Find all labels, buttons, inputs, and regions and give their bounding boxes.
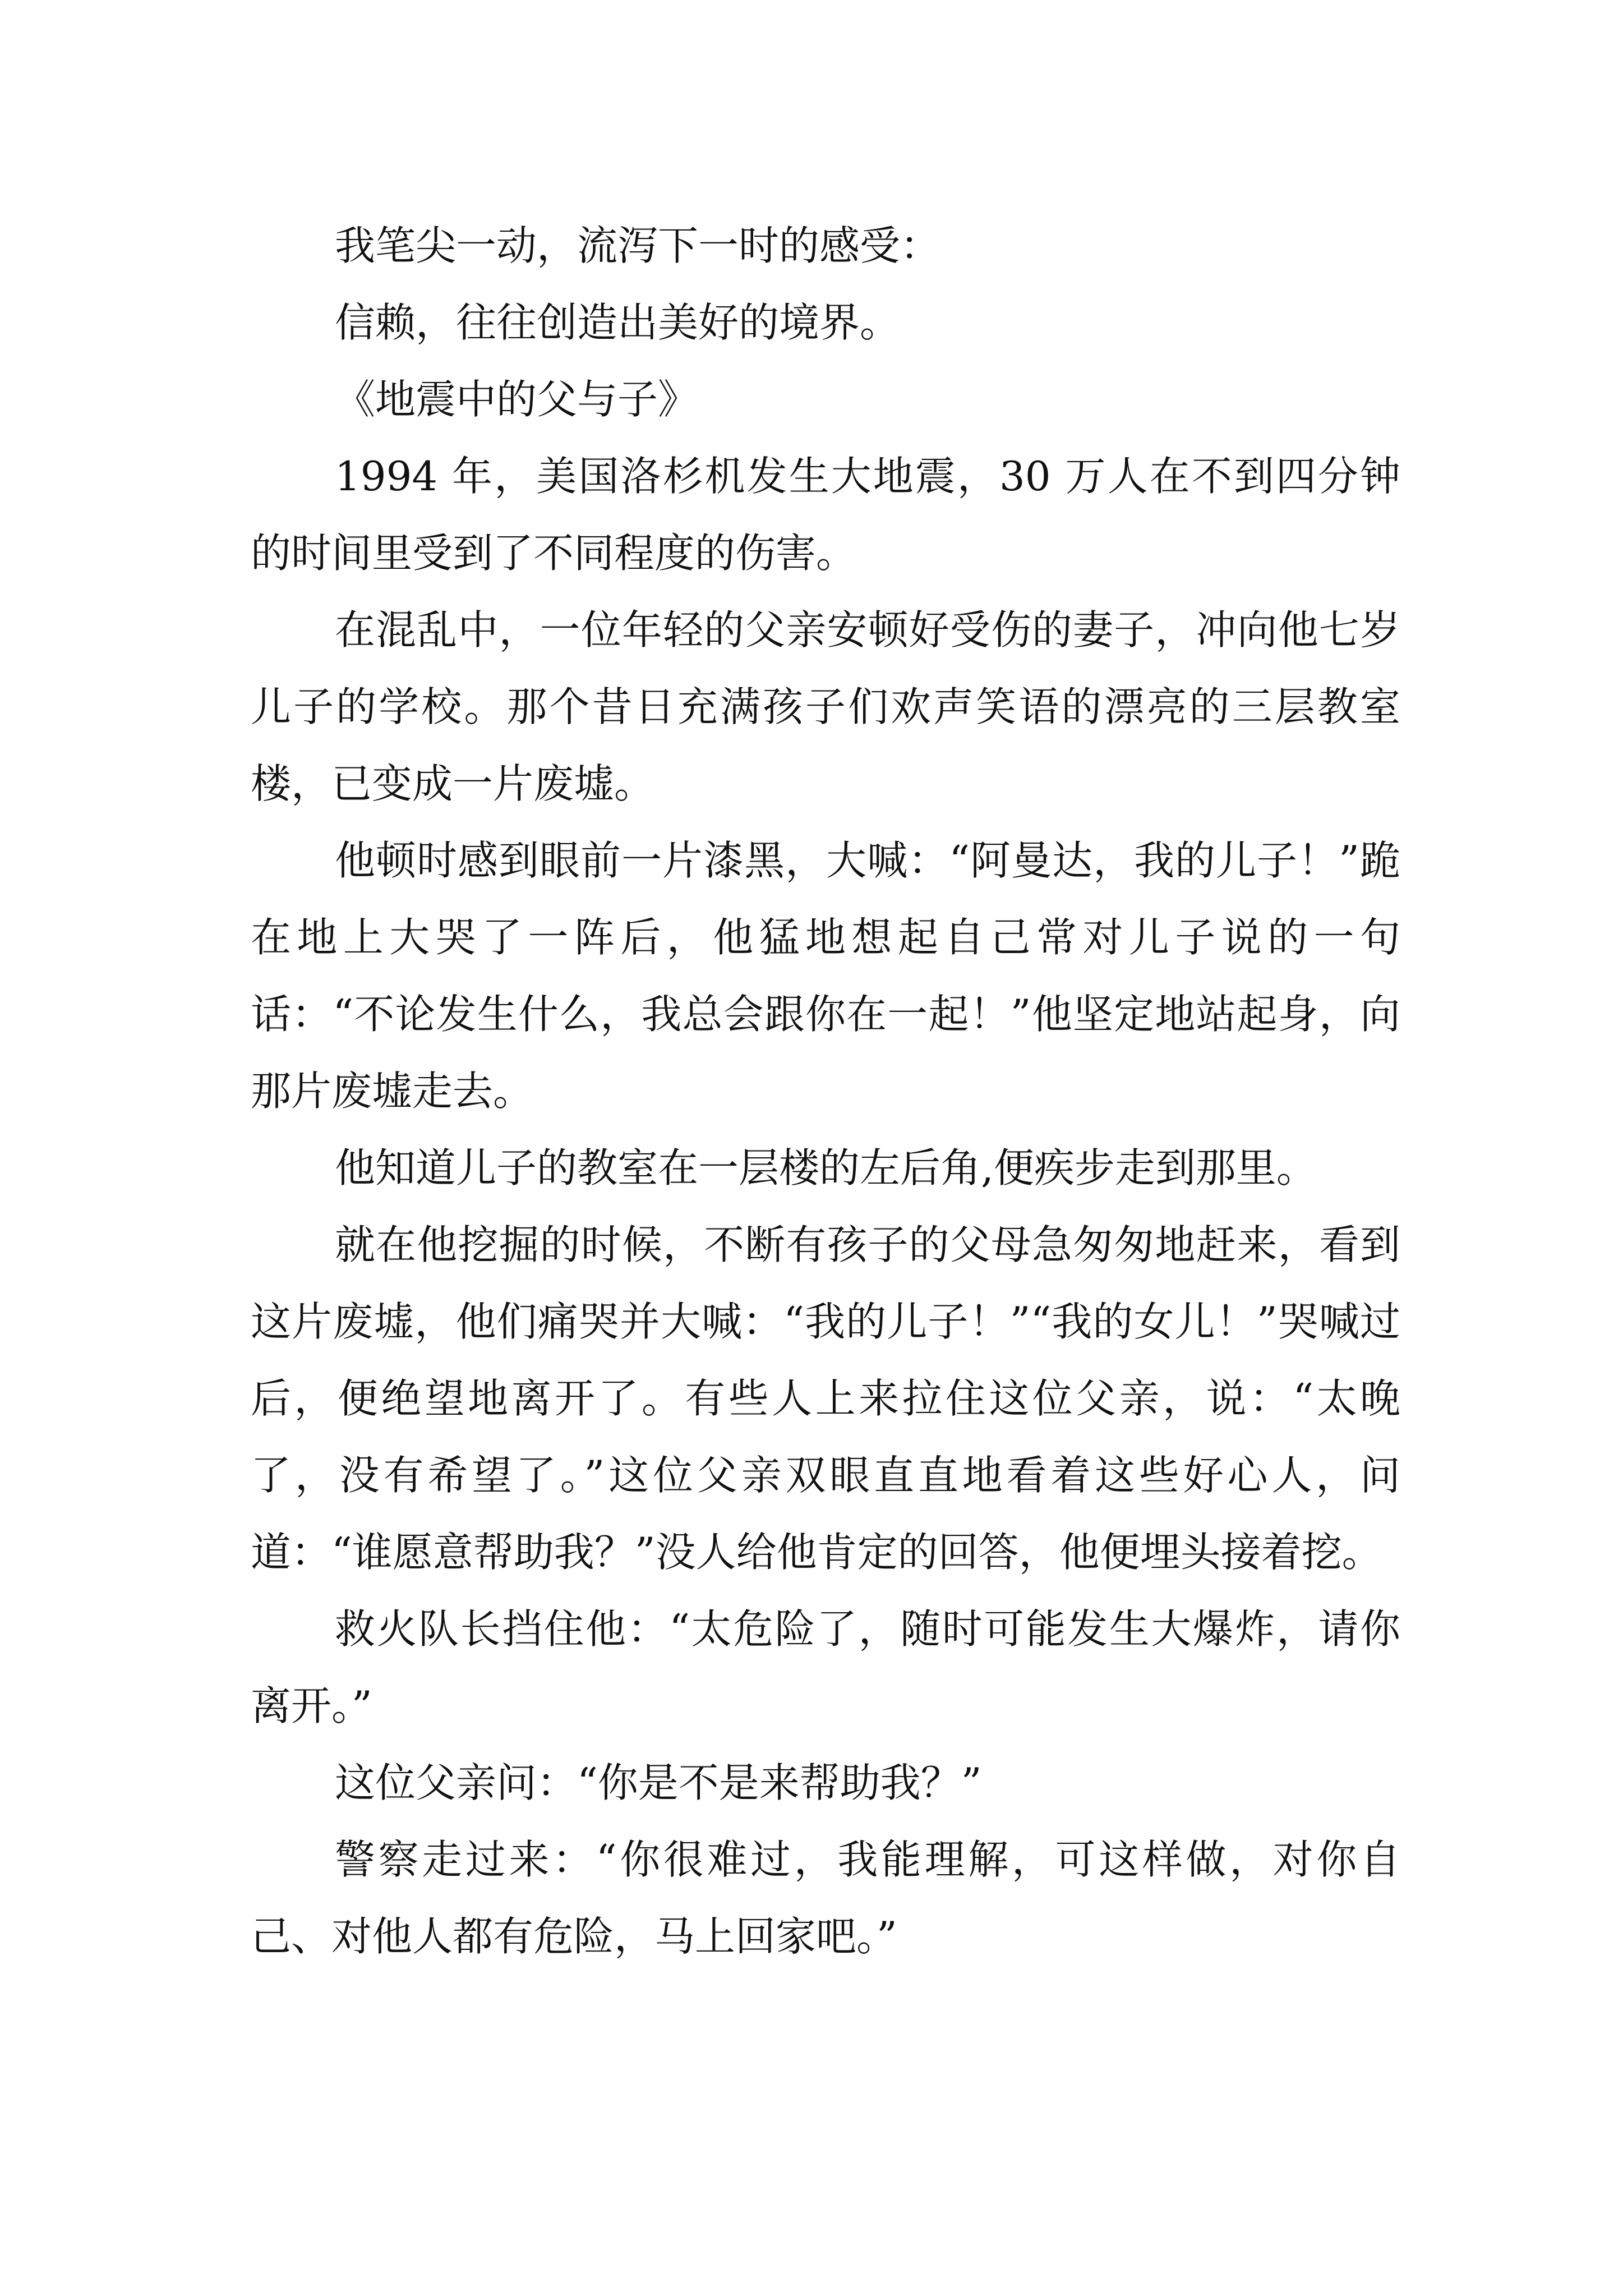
paragraph: 他知道儿子的教室在一层楼的左后角,便疾步走到那里。: [335, 1144, 1317, 1191]
document-body: [251, 208, 1400, 1975]
paragraph: 这位父亲问：“你是不是来帮助我？”: [335, 1759, 982, 1806]
paragraph: 信赖，往往创造出美好的境界。: [335, 299, 901, 346]
story-title: 《地震中的父与子》: [335, 376, 699, 423]
paragraph: 我笔尖一动，流泻下一时的感受：: [335, 222, 941, 269]
paragraph: 1994 年，美国洛杉机发生大地震，30 万人在不到四分钟的时间里受到了不同程度的伤害。: [251, 453, 1400, 577]
paragraph: 在混乱中，一位年轻的父亲安顿好受伤的妻子，冲向他七岁儿子的学校。那个昔日充满孩子们欢声笑语的漂亮的三层教室楼，已变成一片废墟。: [251, 606, 1400, 807]
paragraph: 就在他挖掘的时候，不断有孩子的父母急匆匆地赶来，看到这片废墟，他们痛哭并大喊：“我的儿子！”“我的女儿！”哭喊过后，便绝望地离开了。有些人上来拉住这位父亲，说：“太晚了，没有希望了。”这位父亲双眼直直地看着这些好心人，问道：“谁愿意帮助我？”没人给他肯定的回答，他便埋头接着挖。: [251, 1221, 1400, 1576]
paragraph: 警察走过来：“你很难过，我能理解，可这样做，对你自己、对他人都有危险，马上回家吧。”: [251, 1836, 1400, 1960]
paragraph: 他顿时感到眼前一片漆黑，大喊：“阿曼达，我的儿子！”跪在地上大哭了一阵后，他猛地想起自己常对儿子说的一句话：“不论发生什么，我总会跟你在一起！”他坚定地站起身，向那片废墟走去。: [251, 837, 1400, 1115]
paragraph: 救火队长挡住他：“太危险了，随时可能发生大爆炸，请你离开。”: [251, 1605, 1400, 1729]
